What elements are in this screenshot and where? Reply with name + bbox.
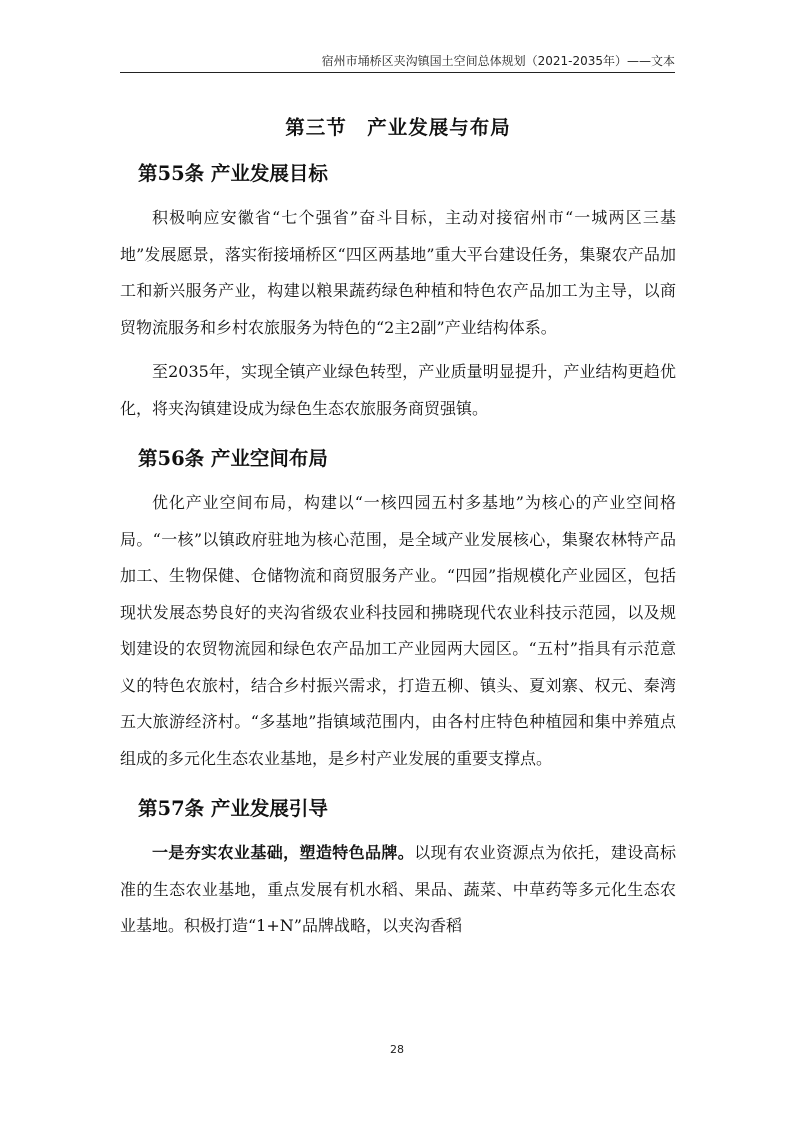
article-57-text: 以现有农业资源点为依托，建设高标准的生态农业基地，重点发展有机水稻、果品、蔬菜、中草药等多元化生态农业基地。积极打造“1+N”品牌战略，以夹沟香稻: [120, 843, 676, 935]
article-57-lead: 一是夯实农业基础，塑造特色品牌。: [152, 843, 415, 862]
article-56-title: 第56条 产业空间布局: [138, 447, 328, 470]
section-title: 第三节 产业发展与布局: [285, 116, 511, 139]
article-55-title: 第55条 产业发展目标: [138, 162, 328, 185]
running-header: [120, 52, 675, 73]
running-header-title: 宿州市埇桥区夹沟镇国土空间总体规划（2021-2035年）——文本: [321, 54, 675, 68]
article-57-paragraph-1: [120, 835, 676, 945]
article-55-paragraph-1: 积极响应安徽省“七个强省”奋斗目标，主动对接宿州市“一城两区三基地”发展愿景，落实衔接埇桥区“四区两基地”重大平台建设任务，集聚农产品加工和新兴服务产业，构建以粮果蔬药绿色种植和特色农产品加工为主导，以商贸物流服务和乡村农旅服务为特色的“2主2副”产业结构体系。: [120, 208, 676, 337]
document-body: [120, 110, 676, 945]
page-number: 28: [390, 1043, 404, 1056]
article-55-paragraph-2: 至2035年，实现全镇产业绿色转型，产业质量明显提升，产业结构更趋优化，将夹沟镇建设成为绿色生态农旅服务商贸强镇。: [120, 362, 676, 418]
article-57-title: 第57条 产业发展引导: [138, 797, 328, 820]
article-56-paragraph-1: 优化产业空间布局，构建以“一核四园五村多基地”为核心的产业空间格局。“一核”以镇政府驻地为核心范围，是全域产业发展核心，集聚农林特产品加工、生物保健、仓储物流和商贸服务产业。“四园”指规模化产业园区，包括现状发展态势良好的夹沟省级农业科技园和拂晓现代农业科技示范园，以及规划建设的农贸物流园和绿色农产品加工产业园两大园区。“五村”指具有示范意义的特色农旅村，结合乡村振兴需求，打造五柳、镇头、夏刘寨、权元、秦湾五大旅游经济村。“多基地”指镇域范围内，由各村庄特色种植园和集中养殖点组成的多元化生态农业基地，是乡村产业发展的重要支撑点。: [120, 493, 676, 768]
